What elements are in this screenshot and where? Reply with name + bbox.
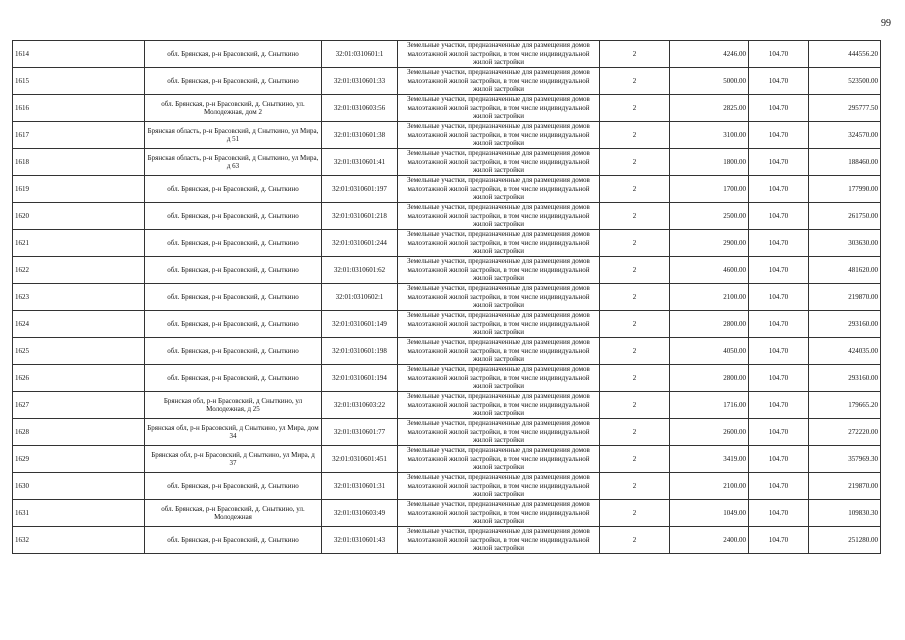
row-number-cell: 1614: [13, 41, 145, 68]
cadastral-value-cell: 293160.00: [809, 311, 881, 338]
address-cell: обл. Брянская, р-н Брасовский, д. Сныткино: [145, 230, 322, 257]
address-cell: обл. Брянская, р-н Брасовский, д. Сныткино: [145, 68, 322, 95]
address-cell: обл. Брянская, р-н Брасовский, д. Сныткино: [145, 176, 322, 203]
area-cell: 2100.00: [670, 473, 749, 500]
table-row: [13, 284, 881, 311]
permitted-use-cell: Земельные участки, предназначенные для размещения домов малоэтажной жилой застройки, в том числе индивидуальной жилой застройки: [398, 284, 600, 311]
category-cell: 2: [600, 41, 670, 68]
rate-cell: 104.70: [749, 41, 809, 68]
category-cell: 2: [600, 68, 670, 95]
rate-cell: 104.70: [749, 95, 809, 122]
area-cell: 2825.00: [670, 95, 749, 122]
rate-cell: 104.70: [749, 257, 809, 284]
table-row: [13, 419, 881, 446]
table-row: [13, 473, 881, 500]
cadastral-number-cell: 32:01:0310601:244: [322, 230, 398, 257]
area-cell: 2100.00: [670, 284, 749, 311]
address-cell: обл. Брянская, р-н Брасовский, д. Сныткино: [145, 311, 322, 338]
area-cell: 2400.00: [670, 527, 749, 554]
address-cell: Брянская обл, р-н Брасовский, д Сныткино, ул Молодежная, д 25: [145, 392, 322, 419]
row-number-cell: 1632: [13, 527, 145, 554]
category-cell: 2: [600, 365, 670, 392]
cadastral-value-cell: 293160.00: [809, 365, 881, 392]
rate-cell: 104.70: [749, 392, 809, 419]
cadastral-value-cell: 357969.30: [809, 446, 881, 473]
table-row: [13, 41, 881, 68]
row-number-cell: 1623: [13, 284, 145, 311]
rate-cell: 104.70: [749, 149, 809, 176]
land-registry-table: [12, 40, 881, 554]
row-number-cell: 1622: [13, 257, 145, 284]
category-cell: 2: [600, 419, 670, 446]
table-row: [13, 95, 881, 122]
row-number-cell: 1618: [13, 149, 145, 176]
permitted-use-cell: Земельные участки, предназначенные для размещения домов малоэтажной жилой застройки, в том числе индивидуальной жилой застройки: [398, 230, 600, 257]
permitted-use-cell: Земельные участки, предназначенные для размещения домов малоэтажной жилой застройки, в том числе индивидуальной жилой застройки: [398, 500, 600, 527]
rate-cell: 104.70: [749, 284, 809, 311]
table-row: [13, 500, 881, 527]
permitted-use-cell: Земельные участки, предназначенные для размещения домов малоэтажной жилой застройки, в том числе индивидуальной жилой застройки: [398, 68, 600, 95]
address-cell: обл. Брянская, р-н Брасовский, д. Сныткино: [145, 203, 322, 230]
area-cell: 5000.00: [670, 68, 749, 95]
category-cell: 2: [600, 257, 670, 284]
rate-cell: 104.70: [749, 68, 809, 95]
rate-cell: 104.70: [749, 122, 809, 149]
permitted-use-cell: Земельные участки, предназначенные для размещения домов малоэтажной жилой застройки, в том числе индивидуальной жилой застройки: [398, 176, 600, 203]
area-cell: 2600.00: [670, 419, 749, 446]
rate-cell: 104.70: [749, 311, 809, 338]
table-row: [13, 365, 881, 392]
cadastral-number-cell: 32:01:0310603:22: [322, 392, 398, 419]
table-row: [13, 176, 881, 203]
category-cell: 2: [600, 122, 670, 149]
permitted-use-cell: Земельные участки, предназначенные для размещения домов малоэтажной жилой застройки, в том числе индивидуальной жилой застройки: [398, 365, 600, 392]
category-cell: 2: [600, 527, 670, 554]
area-cell: 1049.00: [670, 500, 749, 527]
area-cell: 1716.00: [670, 392, 749, 419]
area-cell: 4600.00: [670, 257, 749, 284]
address-cell: Брянская обл, р-н Брасовский, д Сныткино, ул Мира, д 37: [145, 446, 322, 473]
category-cell: 2: [600, 392, 670, 419]
cadastral-value-cell: 109830.30: [809, 500, 881, 527]
category-cell: 2: [600, 500, 670, 527]
table-row: [13, 311, 881, 338]
rate-cell: 104.70: [749, 338, 809, 365]
area-cell: 1700.00: [670, 176, 749, 203]
cadastral-value-cell: 219870.00: [809, 284, 881, 311]
permitted-use-cell: Земельные участки, предназначенные для размещения домов малоэтажной жилой застройки, в том числе индивидуальной жилой застройки: [398, 446, 600, 473]
row-number-cell: 1615: [13, 68, 145, 95]
area-cell: 3100.00: [670, 122, 749, 149]
cadastral-number-cell: 32:01:0310601:77: [322, 419, 398, 446]
area-cell: 4050.00: [670, 338, 749, 365]
permitted-use-cell: Земельные участки, предназначенные для размещения домов малоэтажной жилой застройки, в том числе индивидуальной жилой застройки: [398, 392, 600, 419]
row-number-cell: 1621: [13, 230, 145, 257]
row-number-cell: 1619: [13, 176, 145, 203]
rate-cell: 104.70: [749, 527, 809, 554]
cadastral-number-cell: 32:01:0310601:31: [322, 473, 398, 500]
cadastral-value-cell: 177990.00: [809, 176, 881, 203]
table-row: [13, 446, 881, 473]
area-cell: 2800.00: [670, 311, 749, 338]
cadastral-number-cell: 32:01:0310603:49: [322, 500, 398, 527]
row-number-cell: 1627: [13, 392, 145, 419]
rate-cell: 104.70: [749, 446, 809, 473]
cadastral-value-cell: 295777.50: [809, 95, 881, 122]
cadastral-number-cell: 32:01:0310601:149: [322, 311, 398, 338]
address-cell: обл. Брянская, р-н Брасовский, д. Сныткино: [145, 284, 322, 311]
row-number-cell: 1631: [13, 500, 145, 527]
row-number-cell: 1617: [13, 122, 145, 149]
table-row: [13, 230, 881, 257]
cadastral-number-cell: 32:01:0310602:1: [322, 284, 398, 311]
cadastral-value-cell: 261750.00: [809, 203, 881, 230]
rate-cell: 104.70: [749, 365, 809, 392]
table-row: [13, 527, 881, 554]
cadastral-value-cell: 179665.20: [809, 392, 881, 419]
area-cell: 1800.00: [670, 149, 749, 176]
rate-cell: 104.70: [749, 230, 809, 257]
row-number-cell: 1626: [13, 365, 145, 392]
row-number-cell: 1625: [13, 338, 145, 365]
category-cell: 2: [600, 230, 670, 257]
permitted-use-cell: Земельные участки, предназначенные для размещения домов малоэтажной жилой застройки, в том числе индивидуальной жилой застройки: [398, 203, 600, 230]
address-cell: Брянская область, р-н Брасовский, д Сныткино, ул Мира, д 63: [145, 149, 322, 176]
category-cell: 2: [600, 95, 670, 122]
category-cell: 2: [600, 203, 670, 230]
address-cell: обл. Брянская, р-н Брасовский, д. Сныткино: [145, 257, 322, 284]
address-cell: Брянская область, р-н Брасовский, д Сныткино, ул Мира, д 51: [145, 122, 322, 149]
cadastral-number-cell: 32:01:0310601:33: [322, 68, 398, 95]
address-cell: обл. Брянская, р-н Брасовский, д. Сныткино: [145, 338, 322, 365]
cadastral-number-cell: 32:01:0310603:56: [322, 95, 398, 122]
permitted-use-cell: Земельные участки, предназначенные для размещения домов малоэтажной жилой застройки, в том числе индивидуальной жилой застройки: [398, 527, 600, 554]
row-number-cell: 1630: [13, 473, 145, 500]
cadastral-number-cell: 32:01:0310601:1: [322, 41, 398, 68]
cadastral-number-cell: 32:01:0310601:218: [322, 203, 398, 230]
row-number-cell: 1616: [13, 95, 145, 122]
permitted-use-cell: Земельные участки, предназначенные для размещения домов малоэтажной жилой застройки, в том числе индивидуальной жилой застройки: [398, 149, 600, 176]
permitted-use-cell: Земельные участки, предназначенные для размещения домов малоэтажной жилой застройки, в том числе индивидуальной жилой застройки: [398, 311, 600, 338]
address-cell: обл. Брянская, р-н Брасовский, д. Сныткино: [145, 473, 322, 500]
area-cell: 2900.00: [670, 230, 749, 257]
row-number-cell: 1629: [13, 446, 145, 473]
rate-cell: 104.70: [749, 473, 809, 500]
area-cell: 2800.00: [670, 365, 749, 392]
cadastral-number-cell: 32:01:0310601:38: [322, 122, 398, 149]
table-row: [13, 149, 881, 176]
rate-cell: 104.70: [749, 203, 809, 230]
category-cell: 2: [600, 311, 670, 338]
address-cell: Брянская обл, р-н Брасовский, д Сныткино, ул Мира, дом 34: [145, 419, 322, 446]
row-number-cell: 1628: [13, 419, 145, 446]
cadastral-value-cell: 251280.00: [809, 527, 881, 554]
cadastral-value-cell: 523500.00: [809, 68, 881, 95]
table-row: [13, 122, 881, 149]
cadastral-value-cell: 481620.00: [809, 257, 881, 284]
cadastral-value-cell: 444556.20: [809, 41, 881, 68]
category-cell: 2: [600, 446, 670, 473]
row-number-cell: 1620: [13, 203, 145, 230]
area-cell: 4246.00: [670, 41, 749, 68]
category-cell: 2: [600, 473, 670, 500]
area-cell: 3419.00: [670, 446, 749, 473]
cadastral-number-cell: 32:01:0310601:198: [322, 338, 398, 365]
cadastral-number-cell: 32:01:0310601:43: [322, 527, 398, 554]
rate-cell: 104.70: [749, 176, 809, 203]
category-cell: 2: [600, 176, 670, 203]
permitted-use-cell: Земельные участки, предназначенные для размещения домов малоэтажной жилой застройки, в том числе индивидуальной жилой застройки: [398, 473, 600, 500]
cadastral-number-cell: 32:01:0310601:451: [322, 446, 398, 473]
address-cell: обл. Брянская, р-н Брасовский, д. Сныткино: [145, 365, 322, 392]
table-row: [13, 338, 881, 365]
table-row: [13, 392, 881, 419]
cadastral-value-cell: 303630.00: [809, 230, 881, 257]
address-cell: обл. Брянская, р-н Брасовский, д. Сныткино: [145, 41, 322, 68]
table-row: [13, 203, 881, 230]
cadastral-number-cell: 32:01:0310601:197: [322, 176, 398, 203]
table-row: [13, 68, 881, 95]
permitted-use-cell: Земельные участки, предназначенные для размещения домов малоэтажной жилой застройки, в том числе индивидуальной жилой застройки: [398, 338, 600, 365]
category-cell: 2: [600, 338, 670, 365]
page-number: 99: [881, 18, 891, 29]
address-cell: обл. Брянская, р-н Брасовский, д. Сныткино, ул. Молодежная, дом 2: [145, 95, 322, 122]
rate-cell: 104.70: [749, 419, 809, 446]
address-cell: обл. Брянская, р-н Брасовский, д. Сныткино: [145, 527, 322, 554]
cadastral-number-cell: 32:01:0310601:194: [322, 365, 398, 392]
table-row: [13, 257, 881, 284]
cadastral-value-cell: 272220.00: [809, 419, 881, 446]
rate-cell: 104.70: [749, 500, 809, 527]
cadastral-number-cell: 32:01:0310601:41: [322, 149, 398, 176]
permitted-use-cell: Земельные участки, предназначенные для размещения домов малоэтажной жилой застройки, в том числе индивидуальной жилой застройки: [398, 257, 600, 284]
category-cell: 2: [600, 284, 670, 311]
permitted-use-cell: Земельные участки, предназначенные для размещения домов малоэтажной жилой застройки, в том числе индивидуальной жилой застройки: [398, 41, 600, 68]
permitted-use-cell: Земельные участки, предназначенные для размещения домов малоэтажной жилой застройки, в том числе индивидуальной жилой застройки: [398, 419, 600, 446]
cadastral-number-cell: 32:01:0310601:62: [322, 257, 398, 284]
cadastral-value-cell: 188460.00: [809, 149, 881, 176]
cadastral-value-cell: 324570.00: [809, 122, 881, 149]
category-cell: 2: [600, 149, 670, 176]
cadastral-value-cell: 424035.00: [809, 338, 881, 365]
permitted-use-cell: Земельные участки, предназначенные для размещения домов малоэтажной жилой застройки, в том числе индивидуальной жилой застройки: [398, 95, 600, 122]
cadastral-value-cell: 219870.00: [809, 473, 881, 500]
area-cell: 2500.00: [670, 203, 749, 230]
permitted-use-cell: Земельные участки, предназначенные для размещения домов малоэтажной жилой застройки, в том числе индивидуальной жилой застройки: [398, 122, 600, 149]
address-cell: обл. Брянская, р-н Брасовский, д. Сныткино, ул. Молодежная: [145, 500, 322, 527]
row-number-cell: 1624: [13, 311, 145, 338]
